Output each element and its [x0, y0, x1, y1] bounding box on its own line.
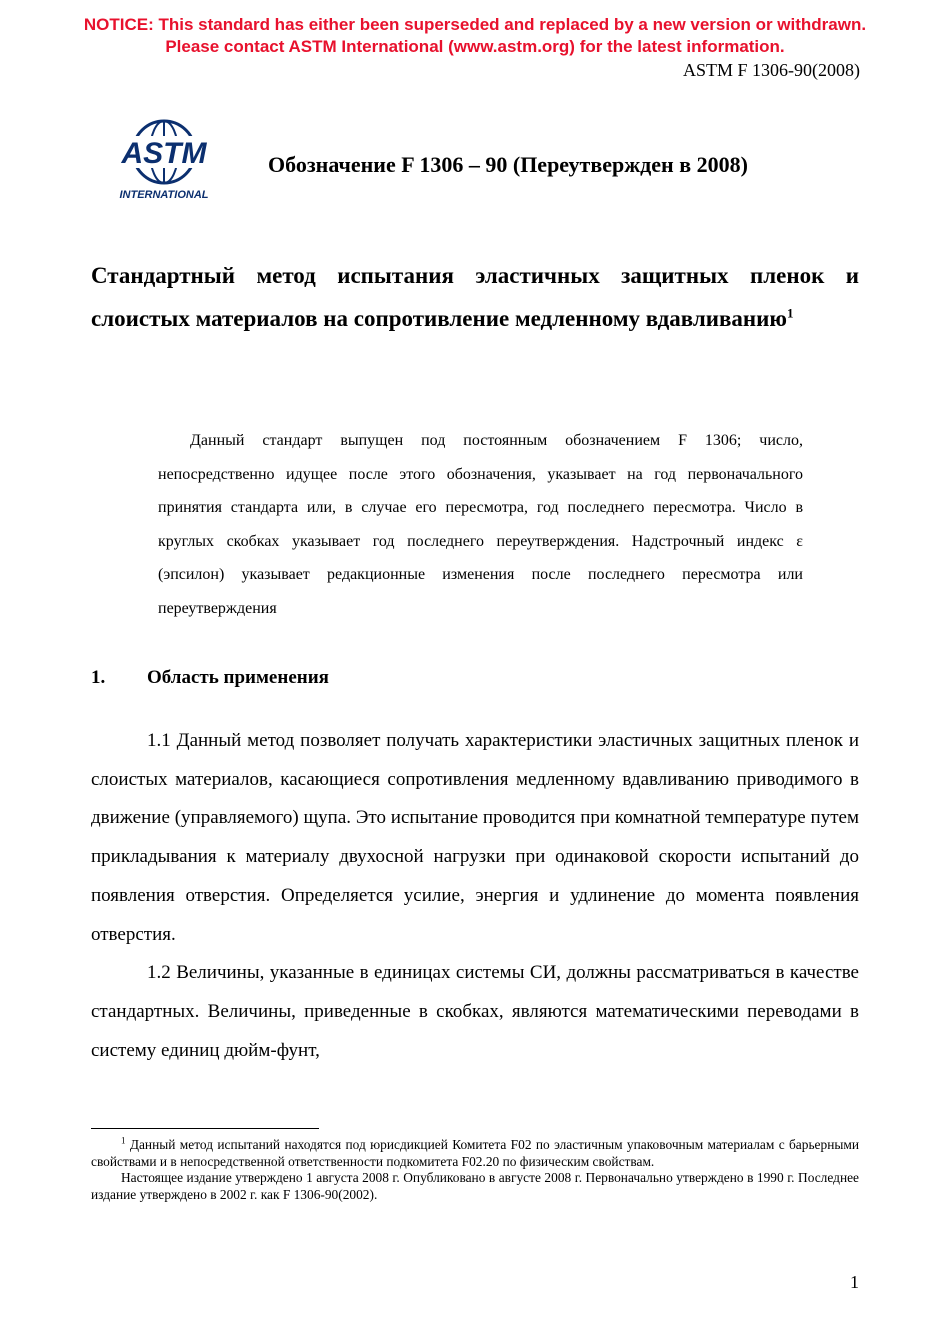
- section-1-body: [91, 722, 859, 1070]
- preamble-paragraph: Данный стандарт выпущен под постоянным обозначением F 1306; число, непосредственно идущее после этого обозначения, указывает на год первоначального принятия стандарта или, в случае его пересмотра, год последнего пересмотра. Число в круглых скобках указывает год последнего переутверждения. Надстрочный индекс ε (эпсилон) указывает редакционные изменения после последнего пересмотра или переутверждения: [158, 432, 803, 617]
- page-number: 1: [850, 1272, 859, 1292]
- footnote-1-text: Данный метод испытаний находятся под юрисдикцией Комитета F02 по эластичным упаковочным материалам с барьерными свойствами и в непосредственной ответственности подкомитета F02.20 по физическим свойствам.: [91, 1137, 859, 1169]
- notice-line-2: Please contact ASTM International (www.astm.org) for the latest information.: [165, 37, 785, 56]
- title-footnote-ref: 1: [787, 305, 794, 321]
- paragraph-1-1: 1.1 Данный метод позволяет получать характеристики эластичных защитных пленок и слоистых материалов, касающиеся сопротивления медленному вдавливанию приводимого в движение (управляемого) щупа. Это испытание проводится при комнатной температуре путем прикладывания к материалу двухосной нагрузки при одинаковой скорости испытаний до появления отверстия. Определяется усилие, энергия и удлинение до момента появления отверстия.: [91, 730, 859, 945]
- designation-heading: Обозначение F 1306 – 90 (Переутвержден в 2008): [268, 152, 748, 177]
- section-1-heading: [91, 667, 329, 689]
- section-number: 1.: [91, 667, 106, 688]
- astm-logo: [116, 118, 212, 202]
- footnote-divider: [91, 1128, 319, 1129]
- footnote-2: Настоящее издание утверждено 1 августа 2008 г. Опубликовано в августе 2008 г. Первоначально утверждено в 1990 г. Последнее издание утверждено в 2002 г. как F 1306-90(2002).: [91, 1170, 859, 1202]
- title-text: Стандартный метод испытания эластичных защитных пленок и слоистых материалов на сопротивление медленному вдавливанию: [91, 263, 859, 331]
- footnote-marker: 1: [121, 1135, 126, 1146]
- svg-text:ASTM: ASTM: [121, 137, 207, 170]
- standard-title: [91, 254, 859, 340]
- astm-logo-icon: [116, 118, 212, 202]
- section-title: Область применения: [147, 667, 329, 688]
- svg-text:INTERNATIONAL: INTERNATIONAL: [119, 189, 209, 201]
- withdrawal-notice: [0, 14, 950, 58]
- footnotes: [91, 1137, 859, 1203]
- footnote-1: [91, 1137, 859, 1170]
- notice-line-1: NOTICE: This standard has either been superseded and replaced by a new version or withdrawn.: [83, 15, 867, 34]
- paragraph-1-2: 1.2 Величины, указанные в единицах системы СИ, должны рассматриваться в качестве стандартных. Величины, приведенные в скобках, являются математическими переводами в систему единиц дюйм-фунт,: [91, 962, 859, 1061]
- document-id: ASTM F 1306-90(2008): [682, 60, 860, 80]
